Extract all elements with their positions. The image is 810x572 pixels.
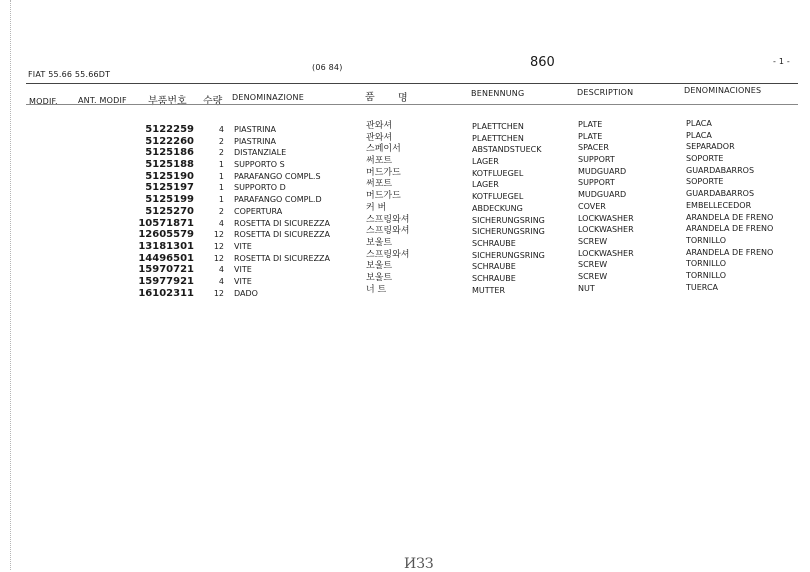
german-name-cell: MUTTER [472, 285, 506, 295]
col-ant-modif: ANT. MODIF [78, 96, 127, 105]
english-name-cell: LOCKWASHER [578, 248, 634, 258]
english-name-cell: SPACER [578, 143, 609, 153]
col-denominaciones: DENOMINACIONES [684, 86, 762, 95]
german-name-cell: ABDECKUNG [472, 203, 523, 213]
german-name-cell: SCHRAUBE [472, 238, 516, 248]
binding-edge [10, 0, 12, 570]
quantity-cell: 1 [218, 160, 224, 170]
header-bottom-rule [26, 104, 798, 105]
quantity-cell: 12 [213, 253, 224, 263]
quantity-cell: 2 [218, 206, 224, 216]
italian-name-cell: PIASTRINA [234, 136, 276, 146]
col-benennung: BENENNUNG [471, 89, 525, 98]
german-name-cell: LAGER [472, 157, 499, 167]
german-name-cell: SICHERUNGSRING [472, 215, 545, 225]
spanish-name-cell: PLACA [686, 119, 712, 128]
quantity-cell: 2 [218, 148, 224, 158]
quantity-cell: 12 [213, 241, 224, 251]
part-number-cell: 10571871 [138, 217, 194, 229]
part-number-cell: 16102311 [138, 287, 194, 299]
italian-name-cell: SUPPORTO D [234, 183, 286, 193]
korean-name-cell: 머드가드 [366, 167, 401, 178]
italian-name-cell: PIASTRINA [234, 125, 276, 134]
german-name-cell: LAGER [472, 180, 499, 190]
korean-name-cell: 보울트 [366, 237, 393, 248]
english-name-column [578, 119, 634, 294]
italian-name-cell: SUPPORTO S [234, 160, 285, 170]
quantity-cell: 12 [213, 230, 224, 240]
korean-name-column [366, 121, 409, 296]
spanish-name-cell: ARANDELA DE FRENO [686, 224, 774, 234]
korean-name-cell: 써포트 [366, 179, 393, 190]
quantity-cell: 1 [218, 183, 224, 193]
korean-name-cell: 관와셔 [366, 121, 393, 131]
spanish-name-cell: TORNILLO [686, 235, 727, 245]
part-number-cell: 15977921 [138, 275, 194, 287]
korean-name-cell: 스프링와셔 [366, 249, 410, 260]
quantity-cell: 4 [218, 265, 224, 275]
italian-name-cell: DISTANZIALE [234, 148, 287, 158]
spanish-name-cell: ARANDELA DE FRENO [686, 212, 774, 222]
part-number-cell: 13181301 [138, 240, 194, 252]
german-name-cell: SICHERUNGSRING [472, 250, 545, 260]
header-top-rule [26, 83, 798, 84]
part-number-cell: 5125190 [145, 170, 194, 182]
english-name-cell: SUPPORT [578, 178, 615, 188]
italian-name-cell: PARAFANGO COMPL.D [234, 195, 322, 205]
model-title: FIAT 55.66 55.66DT [28, 70, 111, 79]
korean-name-cell: 보울트 [366, 261, 393, 272]
english-name-cell: COVER [578, 201, 606, 211]
spanish-name-cell: SOPORTE [686, 177, 724, 187]
english-name-cell: LOCKWASHER [578, 225, 634, 235]
italian-name-cell: ROSETTA DI SICUREZZA [234, 230, 331, 240]
quantity-cell: 1 [218, 195, 224, 205]
spanish-name-cell: TUERCA [686, 282, 719, 292]
english-name-cell: MUDGUARD [578, 166, 627, 176]
part-number-cell: 15970721 [138, 264, 194, 276]
italian-name-cell: VITE [234, 241, 252, 251]
english-name-cell: SUPPORT [578, 155, 615, 165]
english-name-cell: LOCKWASHER [578, 213, 634, 223]
italian-name-cell: PARAFANGO COMPL.S [234, 171, 321, 181]
italian-name-cell: VITE [234, 276, 252, 286]
part-number-cell: 5125197 [145, 182, 194, 194]
italian-name-cell: ROSETTA DI SICUREZZA [234, 218, 331, 228]
english-name-cell: NUT [578, 283, 595, 293]
english-name-cell: SCREW [578, 236, 608, 246]
german-name-cell: KOTFLUEGEL [472, 168, 524, 178]
spanish-name-cell: EMBELLECEDOR [686, 200, 752, 210]
part-number-cell: 5122259 [145, 124, 194, 135]
spanish-name-cell: GUARDABARROS [686, 165, 755, 175]
col-name-ko-1: 품 [365, 92, 375, 103]
quantity-cell: 4 [218, 125, 224, 134]
german-name-cell: SCHRAUBE [472, 262, 516, 272]
korean-name-cell: 커 버 [366, 202, 387, 213]
german-name-cell: PLAETTCHEN [472, 133, 524, 143]
spanish-name-cell: ARANDELA DE FRENO [686, 247, 774, 257]
korean-name-cell: 관와셔 [366, 132, 393, 143]
korean-name-cell: 스프링와셔 [366, 214, 410, 225]
korean-name-cell: 써포트 [366, 156, 393, 167]
col-part-number: 부품번호 [148, 96, 187, 107]
italian-name-cell: VITE [234, 265, 252, 275]
part-number-cell: 5125188 [145, 159, 194, 171]
part-number-cell: 14496501 [138, 252, 194, 264]
part-number-cell: 5125199 [145, 194, 194, 206]
quantity-cell: 4 [218, 218, 224, 228]
part-number-cell: 5125270 [145, 205, 194, 217]
italian-name-cell: COPERTURA [234, 206, 283, 216]
korean-name-cell: 머드가드 [366, 191, 401, 202]
german-name-cell: SCHRAUBE [472, 273, 516, 283]
quantity-cell: 1 [218, 171, 224, 181]
english-name-cell: MUDGUARD [578, 190, 627, 200]
german-name-column [472, 121, 545, 296]
part-number-column [138, 124, 194, 299]
spanish-name-cell: TORNILLO [686, 270, 727, 280]
col-description: DESCRIPTION [577, 88, 634, 97]
spanish-name-cell: GUARDABARROS [686, 189, 755, 199]
english-name-cell: SCREW [578, 271, 608, 281]
spanish-name-cell: PLACA [686, 130, 712, 140]
english-name-cell: SCREW [578, 260, 608, 270]
part-number-cell: 5122260 [145, 135, 194, 147]
spanish-name-cell: SOPORTE [686, 154, 724, 164]
col-denominazione: DENOMINAZIONE [232, 93, 304, 102]
page-code: 860 [530, 55, 555, 70]
italian-name-cell: ROSETTA DI SICUREZZA [234, 253, 331, 263]
german-name-cell: PLAETTCHEN [472, 122, 524, 131]
korean-name-cell: 스페이서 [366, 144, 401, 155]
sheet-number: - 1 - [773, 57, 790, 66]
german-name-cell: KOTFLUEGEL [472, 192, 524, 202]
spanish-name-column [686, 118, 773, 293]
spanish-name-cell: SEPARADOR [686, 142, 735, 152]
col-quantity: 수량 [203, 96, 223, 107]
korean-name-cell: 스프링와셔 [366, 226, 410, 237]
part-number-cell: 5125186 [145, 147, 194, 159]
part-number-cell: 12605579 [138, 229, 194, 241]
german-name-cell: SICHERUNGSRING [472, 227, 545, 237]
quantity-cell: 12 [213, 288, 224, 298]
italian-name-cell: DADO [234, 288, 258, 298]
korean-name-cell: 너 트 [366, 284, 387, 295]
english-name-cell: PLATE [578, 131, 603, 141]
col-name-ko-2: 명 [398, 93, 408, 104]
german-name-cell: ABSTANDSTUECK [472, 145, 542, 155]
english-name-cell: PLATE [578, 120, 603, 129]
spanish-name-cell: TORNILLO [686, 259, 727, 269]
page-number: ИЗЗ [404, 556, 434, 572]
quantity-cell: 2 [218, 136, 224, 146]
quantity-column [206, 124, 224, 299]
quantity-cell: 4 [218, 276, 224, 286]
col-modif: MODIF. [29, 97, 58, 106]
edition-date: (06 84) [312, 63, 343, 72]
italian-name-column [234, 124, 330, 299]
korean-name-cell: 보울트 [366, 272, 393, 283]
